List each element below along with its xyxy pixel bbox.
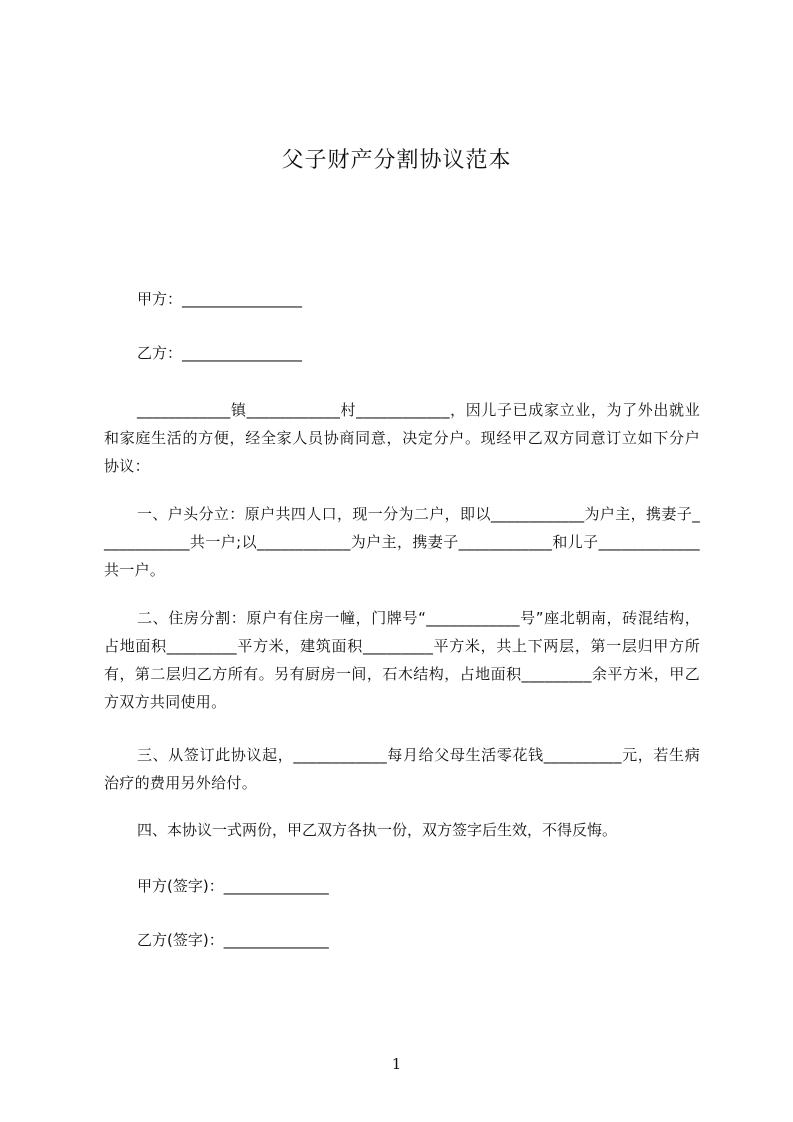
- document-title: 父子财产分割协议范本: [281, 148, 512, 173]
- clause-living-allowance: 三、从签订此协议起，____________每月给父母生活零花钱__________元，若生病治疗的费用另外给付。: [104, 746, 700, 792]
- intro-paragraph: ____________镇____________村____________，因儿子已成家立业，为了外出就业和家庭生活的方便，经全家人员协商同意，决定分户。现经甲乙双方同意订立如下分户协议：: [104, 401, 700, 475]
- signature-party-a: 甲方(签字)：______________: [137, 877, 329, 895]
- clause-household-split: 一、户头分立：原户共四人口，现一分为二户，即以____________为户主，携妻子____________共一户;以____________为户主，携妻子____________和儿子_____________共一户。: [104, 505, 700, 579]
- clause-copies: 四、本协议一式两份，甲乙双方各执一份，双方签字后生效，不得反悔。: [137, 821, 618, 839]
- party-a-line: 甲方：________________: [137, 290, 303, 308]
- page-number: 1: [391, 1055, 402, 1073]
- clause-housing-split: 二、住房分割：原户有住房一幢，门牌号“____________号”座北朝南，砖混结构，占地面积_________平方米，建筑面积_________平方米，共上下两层，第一层归甲方所有，第二层归乙方所有。另有厨房一间，石木结构，占地面积_________余平方米，甲乙方双方共同使用。: [104, 609, 700, 711]
- signature-party-b: 乙方(签字)：______________: [137, 931, 329, 949]
- party-b-line: 乙方：________________: [137, 344, 303, 362]
